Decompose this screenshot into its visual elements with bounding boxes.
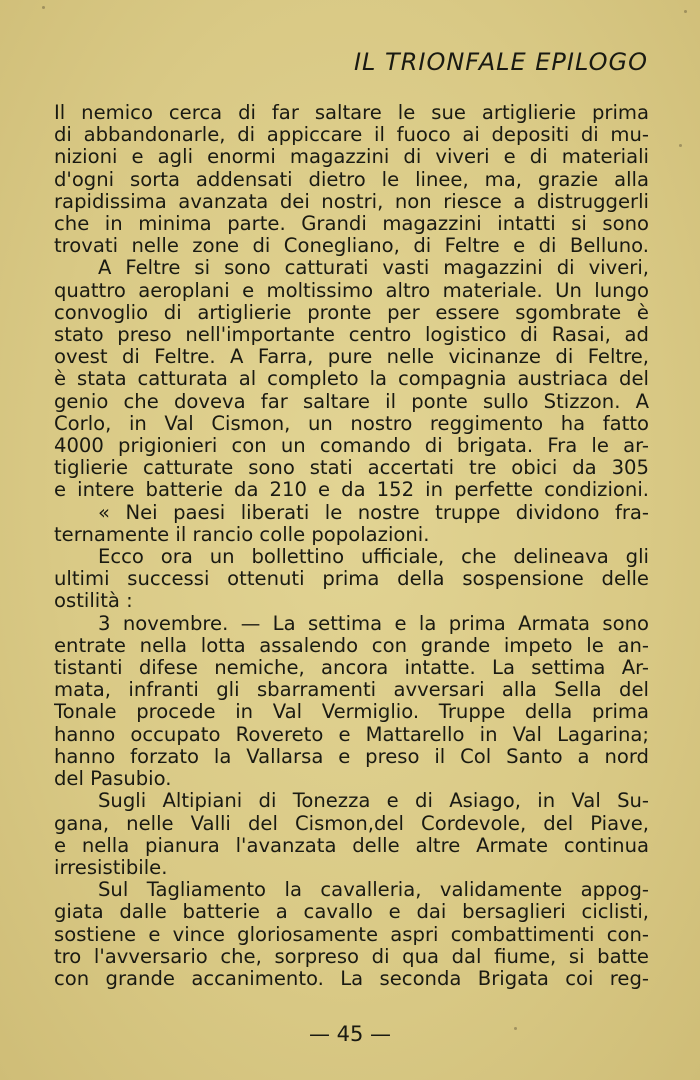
running-header: IL TRIONFALE EPILOGO — [353, 48, 648, 76]
text-line: 3 novembre. — La settima e la prima Armata sono — [98, 612, 649, 635]
text-line: hanno forzato la Vallarsa e preso il Col Santo a nord — [54, 745, 649, 768]
text-line: entrate nella lotta assalendo con grande impeto le an- — [54, 634, 649, 657]
text-line: con grande accanimento. La seconda Brigata coi reg- — [54, 967, 649, 990]
text-line: stato preso nell'importante centro logistico di Rasai, ad — [54, 324, 649, 347]
text-line: hanno occupato Rovereto e Mattarello in Val Lagarina; — [54, 723, 649, 746]
text-line: nizioni e agli enormi magazzini di viveri e di materiali — [54, 146, 649, 169]
text-line: d'ogni sorta addensati dietro le linee, ma, grazie alla — [54, 168, 649, 191]
text-line: Tonale procede in Val Vermiglio. Truppe della prima — [54, 701, 649, 724]
text-line: Corlo, in Val Cismon, un nostro reggimento ha fatto — [54, 412, 649, 435]
text-line: « Nei paesi liberati le nostre truppe dividono fra- — [98, 501, 649, 524]
text-line: Ecco ora un bollettino ufficiale, che delineava gli — [98, 546, 649, 569]
text-line: è stata catturata al completo la compagnia austriaca del — [54, 368, 649, 391]
text-line: ternamente il rancio colle popolazioni. — [54, 523, 430, 546]
text-line: giata dalle batterie a cavallo e dai bersaglieri ciclisti, — [54, 901, 649, 924]
text-line: Sugli Altipiani di Tonezza e di Asiago, in Val Su- — [98, 790, 649, 813]
text-line: 4000 prigionieri con un comando di brigata. Fra le ar- — [54, 435, 649, 458]
paper-speck — [514, 1027, 517, 1030]
text-line: ultimi successi ottenuti prima della sospensione delle — [54, 568, 649, 591]
page-number: — 45 — — [308, 1022, 392, 1046]
text-line: e intere batterie da 210 e da 152 in perfette condizioni. — [54, 479, 649, 502]
text-line: tiglierie catturate sono stati accertati tre obici da 305 — [54, 457, 649, 480]
text-line: Il nemico cerca di far saltare le sue artiglierie prima — [54, 102, 649, 124]
text-line: di abbandonarle, di appiccare il fuoco ai depositi di mu- — [54, 124, 649, 147]
text-line: irresistibile. — [54, 856, 168, 879]
text-line: del Pasubio. — [54, 768, 172, 791]
text-line: mata, infranti gli sbarramenti avversari alla Sella del — [54, 679, 649, 702]
text-line: genio che doveva far saltare il ponte sullo Stizzon. A — [54, 390, 649, 413]
text-line: convoglio di artiglierie pronte per essere sgombrate è — [54, 301, 649, 324]
text-line: ostilità : — [54, 590, 133, 613]
text-line: sostiene e vince gloriosamente aspri combattimenti con- — [54, 923, 649, 946]
paper-speck — [42, 6, 45, 9]
paper-speck — [684, 10, 687, 13]
body-text — [54, 102, 649, 990]
text-line: quattro aeroplani e moltissimo altro materiale. Un lungo — [54, 279, 649, 302]
text-line: gana, nelle Valli del Cismon,del Cordevole, del Piave, — [54, 812, 649, 835]
text-line: rapidissima avanzata dei nostri, non riesce a distruggerli — [54, 190, 649, 213]
text-line: trovati nelle zone di Conegliano, di Feltre e di Belluno. — [54, 235, 649, 258]
text-line: ovest di Feltre. A Farra, pure nelle vicinanze di Feltre, — [54, 346, 649, 369]
paper-speck — [679, 144, 682, 147]
text-line: A Feltre si sono catturati vasti magazzini di viveri, — [98, 257, 649, 280]
text-line: tistanti difese nemiche, ancora intatte. La settima Ar- — [54, 657, 649, 680]
text-line: e nella pianura l'avanzata delle altre Armate continua — [54, 834, 649, 857]
text-line: tro l'avversario che, sorpreso di qua dal fiume, si batte — [54, 945, 649, 968]
text-line: che in minima parte. Grandi magazzini intatti si sono — [54, 213, 649, 236]
text-line: Sul Tagliamento la cavalleria, validamente appog- — [98, 879, 649, 902]
